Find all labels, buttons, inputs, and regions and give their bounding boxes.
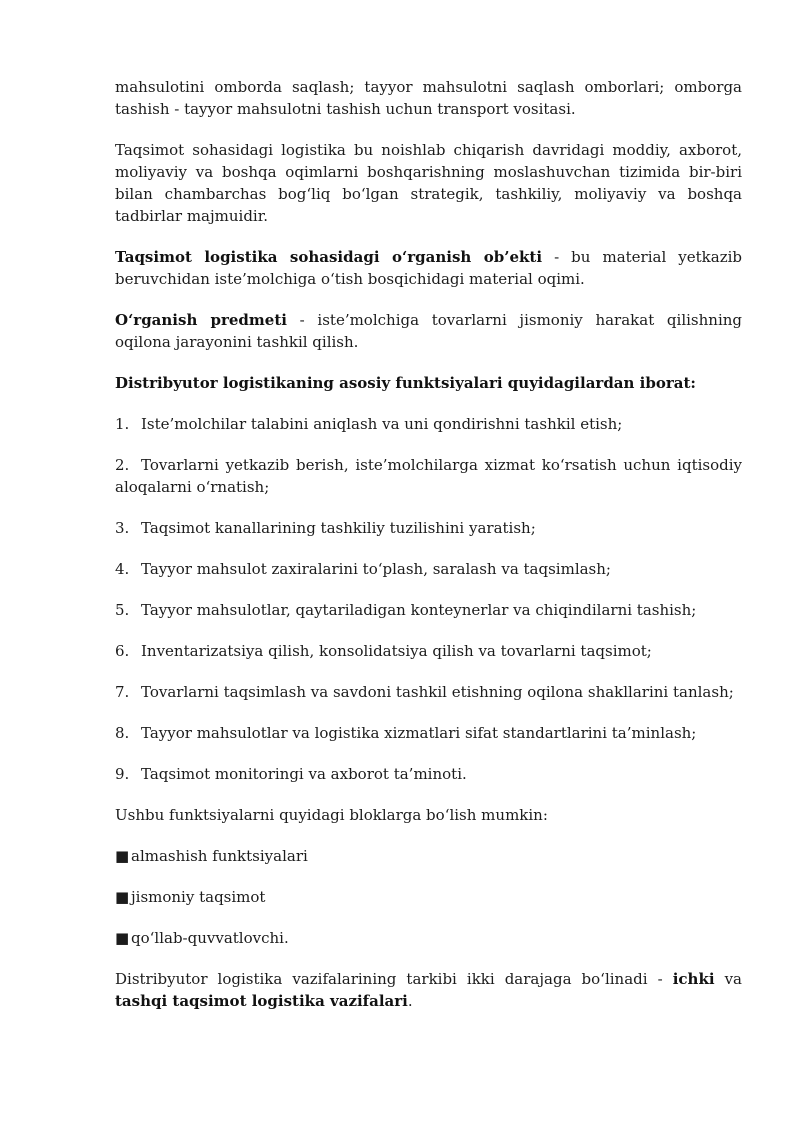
function-item	[115, 558, 742, 580]
function-item-text: Tayyor mahsulotlar va logistika xizmatlari sifat standartlarini ta’minlash;	[141, 724, 697, 742]
square-bullet-icon: ■	[115, 888, 130, 906]
function-item	[115, 763, 742, 785]
block-item-text: qo‘llab-quvvatlovchi.	[131, 929, 289, 947]
closing-paragraph	[115, 968, 742, 1012]
functions-list	[115, 413, 742, 785]
function-item	[115, 722, 742, 744]
functions-heading-text: Distribyutor logistikaning asosiy funktsiyalari quyidagilardan iborat:	[115, 374, 696, 392]
square-bullet-icon: ■	[115, 929, 130, 947]
paragraph-distribution-definition: Taqsimot sohasidagi logistika bu noishlab chiqarish davridagi moddiy, axborot, moliyaviy va boshqa oqimlarni boshqarishning moslashuvchan tizimida bir-biri bilan chambarchas bog‘liq bo‘lgan strategik, tashkiliy, moliyaviy va boshqa tadbirlar majmuidir.	[115, 141, 742, 225]
function-item-text: Tovarlarni taqsimlash va savdoni tashkil etishning oqilona shakllarini tanlash;	[141, 683, 734, 701]
function-item-number: 3.	[115, 519, 130, 537]
study-subject-term: O‘rganish predmeti	[115, 311, 287, 329]
function-item-number: 2.	[115, 456, 130, 474]
function-item	[115, 517, 742, 539]
function-item-number: 8.	[115, 724, 130, 742]
study-subject-definition: - iste’molchiga tovarlarni jismoniy harakat qilishning oqilona jarayonini tashkil qilish.	[115, 311, 742, 351]
function-item-text: Tovarlarni yetkazib berish, iste’molchilarga xizmat ko‘rsatish uchun iqtisodiy aloqalarni o‘rnatish;	[115, 456, 742, 496]
function-item-text: Inventarizatsiya qilish, konsolidatsiya qilish va tovarlarni taqsimot;	[141, 642, 652, 660]
function-item	[115, 640, 742, 662]
study-object-term: Taqsimot logistika sohasidagi o‘rganish ob’ekti	[115, 248, 543, 266]
study-object-definition: - bu material yetkazib beruvchidan iste’molchiga o‘tish bosqichidagi material oqimi.	[115, 248, 742, 288]
function-item-number: 6.	[115, 642, 130, 660]
closing-text-1: Distribyutor logistika vazifalarining tarkibi ikki darajaga bo‘linadi -	[115, 970, 673, 988]
closing-text-3: .	[407, 992, 413, 1010]
function-item	[115, 599, 742, 621]
function-item-text: Iste’molchilar talabini aniqlash va uni qondirishni tashkil etish;	[141, 415, 623, 433]
function-item	[115, 681, 742, 703]
block-item-text: jismoniy taqsimot	[131, 888, 266, 906]
paragraph-study-subject	[115, 309, 742, 353]
block-item-text: almashish funktsiyalari	[131, 847, 308, 865]
function-item-text: Taqsimot monitoringi va axborot ta’minoti.	[141, 765, 467, 783]
function-item-number: 1.	[115, 415, 130, 433]
square-bullet-icon: ■	[115, 847, 130, 865]
block-item	[115, 927, 742, 949]
function-item-text: Taqsimot kanallarining tashkiliy tuzilishini yaratish;	[141, 519, 536, 537]
blocks-intro: Ushbu funktsiyalarni quyidagi bloklarga bo‘lish mumkin:	[115, 806, 548, 824]
document-page	[115, 76, 742, 1031]
blocks-list	[115, 845, 742, 949]
function-item-number: 5.	[115, 601, 130, 619]
function-item-text: Tayyor mahsulotlar, qaytariladigan konteynerlar va chiqindilarni tashish;	[141, 601, 697, 619]
block-item	[115, 845, 742, 867]
closing-term-external: tashqi taqsimot logistika vazifalari	[115, 992, 408, 1010]
function-item-number: 9.	[115, 765, 130, 783]
paragraph-study-object	[115, 246, 742, 290]
block-item	[115, 886, 742, 908]
paragraph-storage: mahsulotini omborda saqlash; tayyor mahsulotni saqlash omborlari; omborga tashish - tayyor mahsulotni tashish uchun transport vositasi.	[115, 78, 742, 118]
closing-text-2: va	[714, 970, 743, 988]
function-item-text: Tayyor mahsulot zaxiralarini to‘plash, saralash va taqsimlash;	[141, 560, 611, 578]
closing-term-internal: ichki	[672, 970, 715, 988]
function-item-number: 4.	[115, 560, 130, 578]
functions-heading	[115, 372, 742, 394]
function-item	[115, 454, 742, 498]
function-item-number: 7.	[115, 683, 130, 701]
function-item	[115, 413, 742, 435]
